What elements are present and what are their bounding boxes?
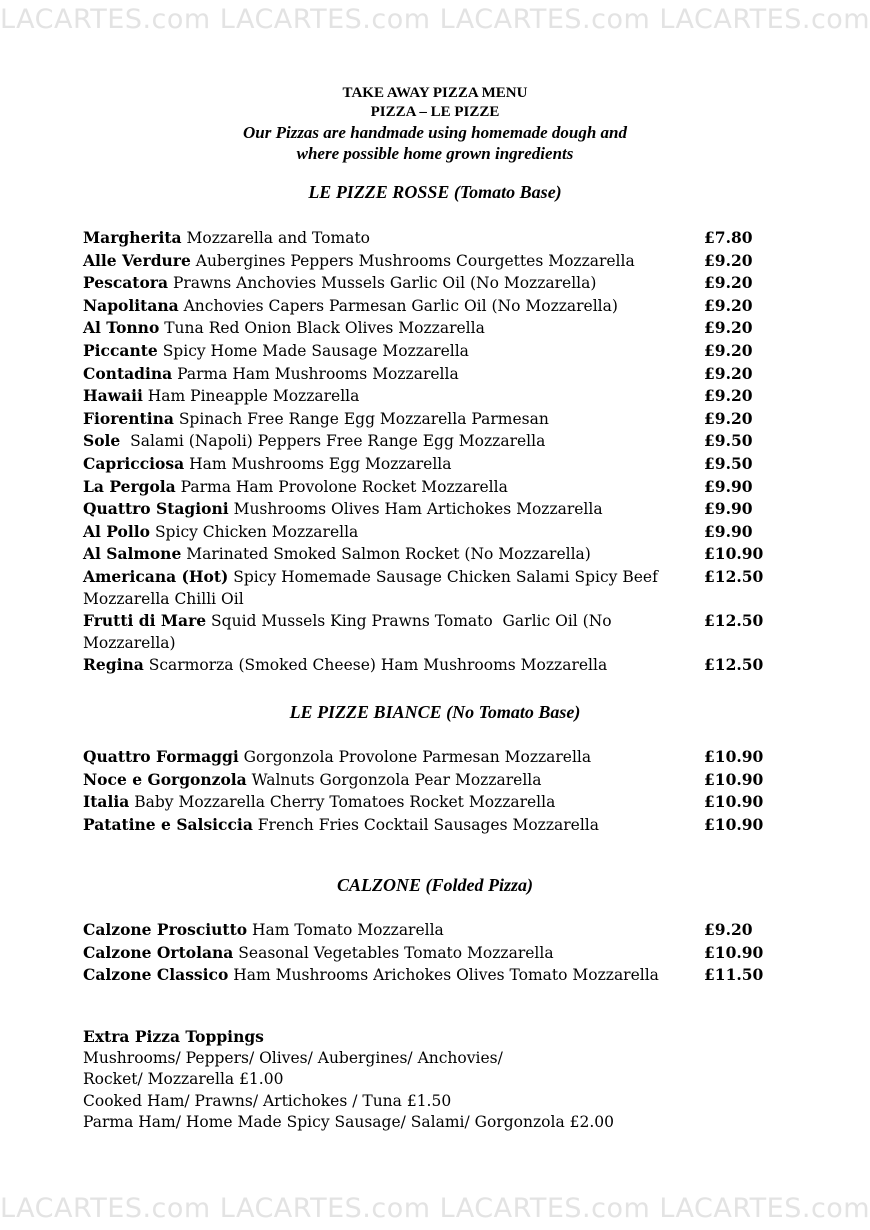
menu-item-text xyxy=(83,942,701,965)
menu-item xyxy=(83,363,783,386)
menu-item-text xyxy=(83,814,701,837)
menu-item-price: £9.20 xyxy=(704,295,753,315)
menu-item-description: Gorgonzola Provolone Parmesan Mozzarella xyxy=(238,748,592,766)
menu-item-name: Pescatora xyxy=(83,273,169,293)
menu-item-price: £9.20 xyxy=(704,273,753,293)
menu-item-price: £10.90 xyxy=(704,544,764,564)
menu-item-description: Prawns Anchovies Mussels Garlic Oil (No Mozzarella) xyxy=(168,274,597,293)
menu-item-description: Seasonal Vegetables Tomato Mozzarella xyxy=(233,943,554,962)
menu-item-text xyxy=(83,654,701,677)
menu-item-text xyxy=(83,791,701,814)
menu-item-price: £10.90 xyxy=(704,814,764,834)
menu-item-name: Calzone Classico xyxy=(83,965,229,985)
menu-item xyxy=(83,566,783,610)
menu-item-text xyxy=(83,340,701,363)
menu-item-name: Alle Verdure xyxy=(83,250,191,270)
menu-item-name: Noce e Gorgonzola xyxy=(83,769,247,789)
menu-item xyxy=(83,543,783,566)
menu-item-name: Al Salmone xyxy=(83,544,182,564)
menu-item-name: Al Pollo xyxy=(83,521,151,541)
menu-item-price: £9.90 xyxy=(704,521,753,541)
menu-item-price: £9.20 xyxy=(704,408,753,428)
menu-item-price: £10.90 xyxy=(704,792,764,812)
menu-item xyxy=(83,654,783,677)
menu-item-description: Parma Ham Provolone Rocket Mozzarella xyxy=(175,477,508,496)
menu-item xyxy=(83,769,783,792)
menu-item-price: £9.20 xyxy=(704,386,753,406)
menu-item-text xyxy=(83,769,701,792)
menu-item xyxy=(83,250,783,273)
menu-item-description: Spinach Free Range Egg Mozzarella Parmesan xyxy=(173,409,549,428)
menu-item-price: £12.50 xyxy=(704,566,764,586)
menu-item-name: Fiorentina xyxy=(83,408,174,428)
watermark-top: LACARTES.com LACARTES.com LACARTES.com LACARTES.com xyxy=(0,4,870,35)
menu-item-text xyxy=(83,430,701,453)
menu-item xyxy=(83,453,783,476)
menu-item-price: £10.90 xyxy=(704,942,764,962)
menu-item xyxy=(83,227,783,250)
menu-item-price: £9.90 xyxy=(704,476,753,496)
menu-item-text xyxy=(83,250,701,273)
menu-item-price: £12.50 xyxy=(704,611,764,631)
menu-item-description: Parma Ham Mushrooms Mozzarella xyxy=(172,364,459,383)
menu-item-price: £12.50 xyxy=(704,655,764,675)
menu-item-text xyxy=(83,227,701,250)
menu-item xyxy=(83,791,783,814)
extra-toppings-line: Mushrooms/ Peppers/ Olives/ Aubergines/ Anchovies/ xyxy=(83,1048,503,1067)
section-list-calzone xyxy=(83,919,783,987)
menu-item xyxy=(83,919,783,942)
menu-item xyxy=(83,295,783,318)
menu-item-text xyxy=(83,746,701,769)
menu-item-name: Hawaii xyxy=(83,386,143,406)
menu-item-description: Spicy Chicken Mozzarella xyxy=(150,522,359,541)
menu-subtitle: PIZZA – LE PIZZE xyxy=(370,104,500,120)
menu-item-text xyxy=(83,964,701,987)
menu-item-text xyxy=(83,498,701,521)
extra-toppings-line: Rocket/ Mozzarella £1.00 xyxy=(83,1070,284,1089)
menu-item-description: Salami (Napoli) Peppers Free Range Egg Mozzarella xyxy=(120,432,546,451)
menu-tagline-1: Our Pizzas are handmade using homemade dough and xyxy=(243,123,627,142)
menu-item xyxy=(83,340,783,363)
menu-item-text xyxy=(83,610,701,654)
menu-item-name: Sole xyxy=(83,431,121,451)
menu-item-price: £10.90 xyxy=(704,769,764,789)
menu-item-description: Marinated Smoked Salmon Rocket (No Mozzarella) xyxy=(181,545,591,564)
menu-item-text xyxy=(83,476,701,499)
menu-item-name: Capricciosa xyxy=(83,453,185,473)
menu-item-price: £9.20 xyxy=(704,363,753,383)
menu-item-price: £9.20 xyxy=(704,318,753,338)
menu-item-price: £9.20 xyxy=(704,920,753,939)
menu-item-description: Spicy Homemade Sausage Chicken Salami Spicy Beef Mozzarella Chilli Oil xyxy=(83,567,663,608)
extra-toppings-line: Parma Ham/ Home Made Spicy Sausage/ Salami/ Gorgonzola £2.00 xyxy=(83,1113,614,1132)
menu-item-text xyxy=(83,453,701,476)
menu-item-description: Ham Tomato Mozzarella xyxy=(247,921,444,939)
extra-toppings-line: Cooked Ham/ Prawns/ Artichokes / Tuna £1.50 xyxy=(83,1091,452,1110)
section-title-calzone: CALZONE (Folded Pizza) xyxy=(337,875,533,895)
menu-item-name: Contadina xyxy=(83,363,173,383)
menu-item-text xyxy=(83,385,701,408)
menu-item xyxy=(83,746,783,769)
menu-item-text xyxy=(83,543,701,566)
menu-item-name: Quattro Stagioni xyxy=(83,499,229,519)
menu-item-description: Baby Mozzarella Cherry Tomatoes Rocket Mozzarella xyxy=(129,793,556,812)
menu-item-name: Al Tonno xyxy=(83,318,160,338)
menu-item-price: £9.20 xyxy=(704,340,753,360)
section-list-bianche xyxy=(83,746,783,836)
menu-item-description: Spicy Home Made Sausage Mozzarella xyxy=(157,341,469,360)
section-list-rosse xyxy=(83,227,783,677)
menu-title: TAKE AWAY PIZZA MENU xyxy=(342,85,528,101)
menu-item-text xyxy=(83,566,701,610)
menu-item-name: Patatine e Salsiccia xyxy=(83,814,253,834)
menu-item-text xyxy=(83,363,701,386)
menu-item-text xyxy=(83,521,701,544)
menu-item xyxy=(83,476,783,499)
menu-item-price: £10.90 xyxy=(704,747,764,766)
menu-item-name: La Pergola xyxy=(83,476,176,496)
menu-item-description: Ham Pineapple Mozzarella xyxy=(142,387,360,406)
menu-item xyxy=(83,430,783,453)
menu-item-description: French Fries Cocktail Sausages Mozzarella xyxy=(252,815,599,834)
menu-item xyxy=(83,610,783,654)
menu-item-description: Ham Mushrooms Arichokes Olives Tomato Mozzarella xyxy=(228,966,659,985)
menu-item xyxy=(83,408,783,431)
menu-item-description: Tuna Red Onion Black Olives Mozzarella xyxy=(159,319,485,338)
menu-item-text xyxy=(83,408,701,431)
menu-item xyxy=(83,814,783,837)
menu-item-description: Anchovies Capers Parmesan Garlic Oil (No Mozzarella) xyxy=(178,296,618,315)
menu-item-description: Scarmorza (Smoked Cheese) Ham Mushrooms Mozzarella xyxy=(143,656,608,675)
menu-item xyxy=(83,317,783,340)
menu-item-name: Napolitana xyxy=(83,295,179,315)
menu-item xyxy=(83,272,783,295)
menu-item-price: £11.50 xyxy=(704,965,764,985)
menu-item-price: £9.50 xyxy=(704,431,753,451)
menu-tagline-2: where possible home grown ingredients xyxy=(296,144,574,163)
menu-item-description: Mushrooms Olives Ham Artichokes Mozzarella xyxy=(228,500,603,519)
menu-item-name: Calzone Ortolana xyxy=(83,942,234,962)
menu-item-description: Mozzarella and Tomato xyxy=(181,229,371,247)
menu-item-price: £9.20 xyxy=(704,250,753,270)
menu-item-text xyxy=(83,295,701,318)
menu-item-description: Walnuts Gorgonzola Pear Mozzarella xyxy=(246,770,542,789)
menu-item xyxy=(83,385,783,408)
menu-item-price: £9.50 xyxy=(704,453,753,473)
menu-item-name: Frutti di Mare xyxy=(83,611,207,631)
extra-toppings xyxy=(83,1026,783,1134)
section-title-bianche: LE PIZZE BIANCE (No Tomato Base) xyxy=(289,702,581,722)
menu-item-description: Ham Mushrooms Egg Mozzarella xyxy=(184,454,452,473)
menu-header xyxy=(0,84,870,164)
extra-toppings-title: Extra Pizza Toppings xyxy=(83,1027,264,1046)
menu-item-name: Americana (Hot) xyxy=(83,566,229,586)
menu-item-description: Aubergines Peppers Mushrooms Courgettes Mozzarella xyxy=(190,251,635,270)
menu-item-name: Regina xyxy=(83,655,144,675)
menu-item-name: Piccante xyxy=(83,340,158,360)
menu-item-text xyxy=(83,919,701,942)
menu-item-name: Calzone Prosciutto xyxy=(83,920,248,939)
menu-item-price: £9.90 xyxy=(704,499,753,519)
menu-item xyxy=(83,521,783,544)
menu-item-price: £7.80 xyxy=(704,228,753,247)
menu-item xyxy=(83,498,783,521)
menu-item-name: Italia xyxy=(83,792,130,812)
section-title-rosse: LE PIZZE ROSSE (Tomato Base) xyxy=(308,182,562,202)
menu-item xyxy=(83,942,783,965)
menu-item-text xyxy=(83,272,701,295)
menu-item-name: Quattro Formaggi xyxy=(83,747,239,766)
watermark-bottom: LACARTES.com LACARTES.com LACARTES.com LACARTES.com xyxy=(0,1193,870,1224)
menu-item-description: Squid Mussels King Prawns Tomato Garlic Oil (No Mozzarella) xyxy=(83,612,617,652)
menu-item-name: Margherita xyxy=(83,228,182,247)
menu-item-text xyxy=(83,317,701,340)
menu-item xyxy=(83,964,783,987)
